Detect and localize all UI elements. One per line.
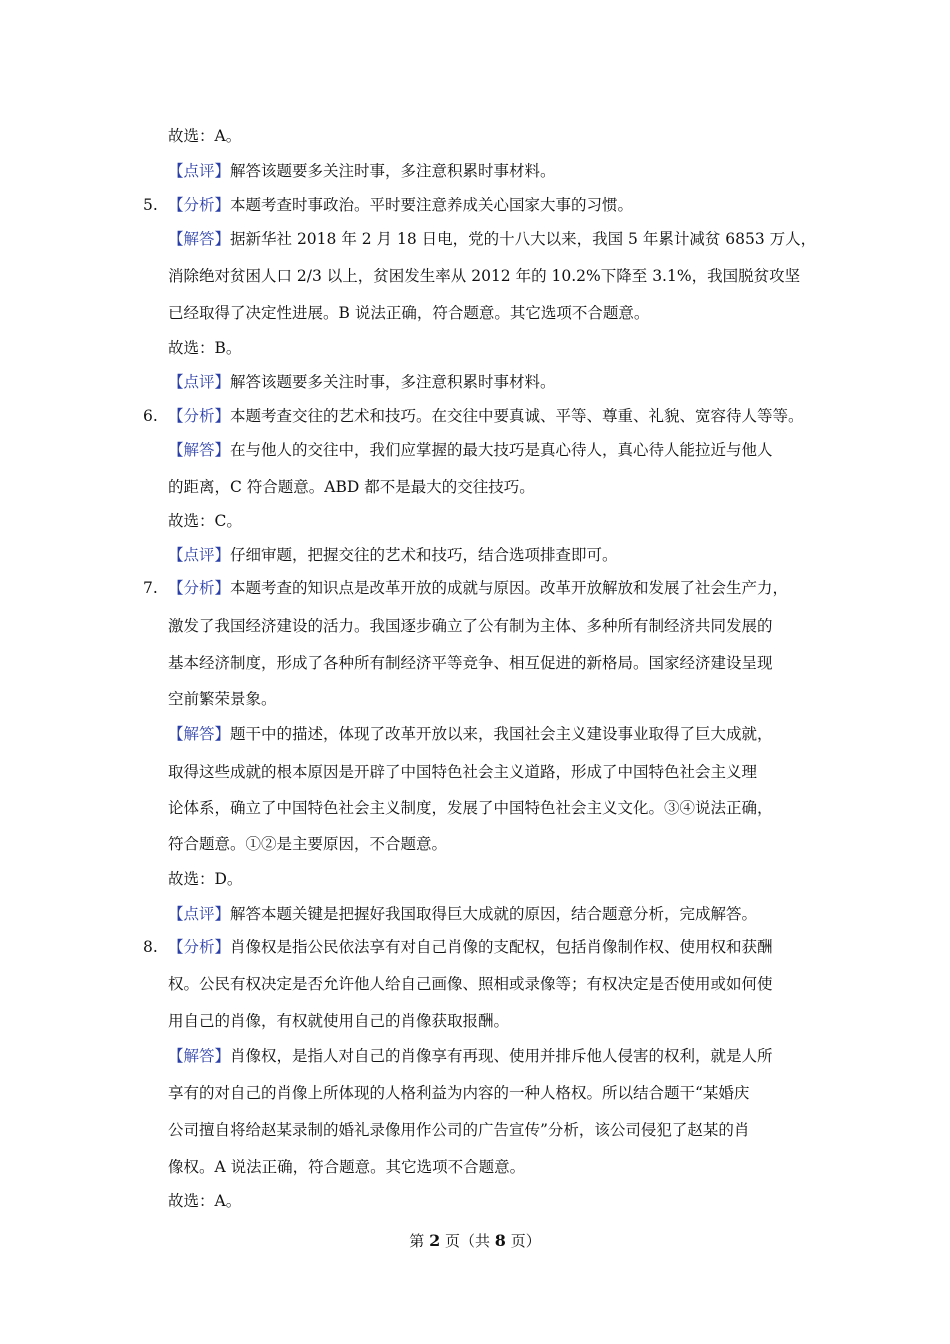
q5-analysis-line [168,195,633,215]
q8-choice: 故选：A。 [168,1192,242,1210]
q7-choice: 故选：D。 [168,870,243,888]
answer-tag: 【解答】 [168,1047,231,1065]
q7-answer-line-1 [168,724,773,744]
analysis-tag: 【分析】 [168,407,231,425]
comment-tag: 【点评】 [168,162,231,180]
comment-tag: 【点评】 [168,546,231,564]
q7-comment-line [168,904,757,924]
q7-analysis-line-1 [168,578,788,598]
q4-comment-line [168,161,556,181]
answer-tag: 【解答】 [168,230,231,248]
q8-answer-text-1: 肖像权，是指人对自己的肖像享有再现、使用并排斥他人侵害的权利，就是人所 [230,1047,773,1065]
q8-analysis-line-3: 用自己的肖像，有权就使用自己的肖像获取报酬。 [168,1012,510,1030]
q5-answer-text-1: 据新华社 2018 年 2 月 18 日电，党的十八大以来，我国 5 年累计减贫 6853 万人， [230,230,817,248]
q5-answer-line-2: 消除绝对贫困人口 2/3 以上，贫困发生率从 2012 年的 10.2%下降至 3.1%，我国脱贫攻坚 [168,267,801,285]
q6-answer-line-2: 的距离，C 符合题意。ABD 都不是最大的交往技巧。 [168,478,535,496]
q6-answer-text-1: 在与他人的交往中，我们应掌握的最大技巧是真心待人，真心待人能拉近与他人 [230,441,773,459]
q5-analysis-text: 本题考查时事政治。平时要注意养成关心国家大事的习惯。 [230,196,634,214]
q6-answer-line-1 [168,440,773,460]
q6-comment-text: 仔细审题，把握交往的艺术和技巧，结合选项排查即可。 [230,546,618,564]
q8-answer-line-2: 享有的对自己的肖像上所体现的人格利益为内容的一种人格权。所以结合题干“某婚庆 [168,1084,750,1102]
q7-answer-line-2: 取得这些成就的根本原因是开辟了中国特色社会主义道路，形成了中国特色社会主义理 [168,763,758,781]
q8-answer-line-3: 公司擅自将给赵某录制的婚礼录像用作公司的广告宣传”分析，该公司侵犯了赵某的肖 [168,1121,750,1139]
q6-choice: 故选：C。 [168,512,242,530]
q8-analysis-line-1 [168,937,773,957]
q5-comment-text: 解答该题要多关注时事，多注意积累时事材料。 [230,373,556,391]
q5-number: 5. [143,196,158,214]
q6-comment-line [168,545,618,565]
q7-analysis-line-2: 激发了我国经济建设的活力。我国逐步确立了公有制为主体、多种所有制经济共同发展的 [168,617,773,635]
comment-tag: 【点评】 [168,905,231,923]
q8-analysis-line-2: 权。公民有权决定是否允许他人给自己画像、照相或录像等；有权决定是否使用或如何使 [168,975,773,993]
q6-number: 6. [143,407,158,425]
q8-analysis-text-1: 肖像权是指公民依法享有对自己肖像的支配权，包括肖像制作权、使用权和获酬 [230,938,773,956]
q4-choice: 故选：A。 [168,127,242,145]
q5-comment-line [168,372,556,392]
footer-mid: 页（共 [444,1232,490,1250]
footer-suffix: 页） [510,1232,541,1250]
q7-answer-text-1: 题干中的描述，体现了改革开放以来，我国社会主义建设事业取得了巨大成就， [230,725,773,743]
q8-answer-line-4: 像权。A 说法正确，符合题意。其它选项不合题意。 [168,1158,526,1176]
q6-analysis-text: 本题考查交往的艺术和技巧。在交往中要真诚、平等、尊重、礼貌、宽容待人等等。 [230,407,804,425]
analysis-tag: 【分析】 [168,579,231,597]
answer-tag: 【解答】 [168,441,231,459]
q8-number: 8. [143,938,158,956]
footer-page-number: 2 [429,1231,441,1250]
q7-analysis-text-1: 本题考查的知识点是改革开放的成就与原因。改革开放解放和发展了社会生产力， [230,579,789,597]
footer-prefix: 第 [409,1232,425,1250]
page-footer [0,1230,950,1251]
q7-answer-line-4: 符合题意。①②是主要原因，不合题意。 [168,835,448,853]
q7-answer-line-3: 论体系，确立了中国特色社会主义制度，发展了中国特色社会主义文化。③④说法正确， [168,799,773,817]
answer-tag: 【解答】 [168,725,231,743]
analysis-tag: 【分析】 [168,196,231,214]
q5-choice: 故选：B。 [168,339,242,357]
q7-number: 7. [143,579,158,597]
q8-answer-line-1 [168,1046,773,1066]
q7-analysis-line-3: 基本经济制度，形成了各种所有制经济平等竞争、相互促进的新格局。国家经济建设呈现 [168,654,773,672]
comment-tag: 【点评】 [168,373,231,391]
q4-comment-text: 解答该题要多关注时事，多注意积累时事材料。 [230,162,556,180]
q7-comment-text: 解答本题关键是把握好我国取得巨大成就的原因，结合题意分析，完成解答。 [230,905,758,923]
q5-answer-line-1 [168,229,816,249]
footer-total-pages: 8 [494,1231,506,1250]
q5-answer-line-3: 已经取得了决定性进展。B 说法正确，符合题意。其它选项不合题意。 [168,304,650,322]
q6-analysis-line [168,406,804,426]
q7-analysis-line-4: 空前繁荣景象。 [168,690,277,708]
analysis-tag: 【分析】 [168,938,231,956]
